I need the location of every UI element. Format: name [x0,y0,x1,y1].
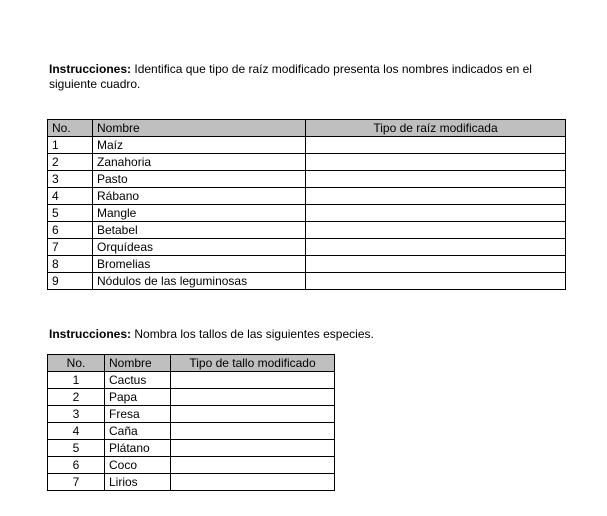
row-number: 6 [48,222,93,239]
table-row [48,137,566,154]
row-number: 1 [48,137,93,154]
table-row [48,222,566,239]
stems-table [47,354,335,491]
nombre-cell: Pasto [93,171,306,188]
instructions-label: Instrucciones: [49,327,132,341]
row-number: 3 [48,171,93,188]
table-row [48,188,566,205]
header-nombre: Nombre [105,355,171,372]
answer-cell[interactable] [306,256,566,273]
nombre-cell: Bromelias [93,256,306,273]
nombre-cell: Nódulos de las leguminosas [93,273,306,290]
instructions-text: Identifica que tipo de raíz modificado presenta los nombres indicados en el siguiente cuadro. [49,62,532,91]
table-row [48,372,335,389]
row-number: 8 [48,256,93,273]
answer-cell[interactable] [306,188,566,205]
row-number: 7 [48,239,93,256]
nombre-cell: Zanahoria [93,154,306,171]
row-number: 6 [48,457,105,474]
answer-cell[interactable] [306,137,566,154]
table-header-row [48,120,566,137]
answer-cell[interactable] [306,154,566,171]
header-tipo-tallo: Tipo de tallo modificado [171,355,335,372]
answer-cell[interactable] [306,273,566,290]
row-number: 3 [48,406,105,423]
nombre-cell: Caña [105,423,171,440]
answer-cell[interactable] [171,440,335,457]
header-no: No. [48,355,105,372]
table-row [48,273,566,290]
nombre-cell: Mangle [93,205,306,222]
answer-cell[interactable] [306,222,566,239]
table-row [48,389,335,406]
row-number: 2 [48,389,105,406]
instructions-label: Instrucciones: [49,62,132,76]
table-row [48,457,335,474]
table-row [48,239,566,256]
row-number: 2 [48,154,93,171]
row-number: 7 [48,474,105,491]
table-row [48,154,566,171]
instructions-paragraph-stems [49,327,551,342]
nombre-cell: Betabel [93,222,306,239]
answer-cell[interactable] [171,406,335,423]
answer-cell[interactable] [171,457,335,474]
answer-cell[interactable] [306,239,566,256]
answer-cell[interactable] [306,205,566,222]
header-nombre: Nombre [93,120,306,137]
nombre-cell: Orquídeas [93,239,306,256]
table-row [48,474,335,491]
row-number: 5 [48,440,105,457]
row-number: 5 [48,205,93,222]
nombre-cell: Plátano [105,440,171,457]
nombre-cell: Rábano [93,188,306,205]
row-number: 9 [48,273,93,290]
instructions-paragraph-roots [49,62,551,92]
nombre-cell: Lirios [105,474,171,491]
nombre-cell: Papa [105,389,171,406]
row-number: 4 [48,188,93,205]
row-number: 4 [48,423,105,440]
instructions-text: Nombra los tallos de las siguientes especies. [131,327,374,341]
table-row [48,171,566,188]
answer-cell[interactable] [171,372,335,389]
table-row [48,406,335,423]
nombre-cell: Coco [105,457,171,474]
nombre-cell: Cactus [105,372,171,389]
nombre-cell: Maíz [93,137,306,154]
header-tipo-raiz: Tipo de raíz modificada [306,120,566,137]
answer-cell[interactable] [171,423,335,440]
answer-cell[interactable] [306,171,566,188]
roots-table [47,119,566,290]
row-number: 1 [48,372,105,389]
table-header-row [48,355,335,372]
nombre-cell: Fresa [105,406,171,423]
table-row [48,423,335,440]
answer-cell[interactable] [171,474,335,491]
table-row [48,440,335,457]
table-row [48,256,566,273]
answer-cell[interactable] [171,389,335,406]
table-row [48,205,566,222]
header-no: No. [48,120,93,137]
